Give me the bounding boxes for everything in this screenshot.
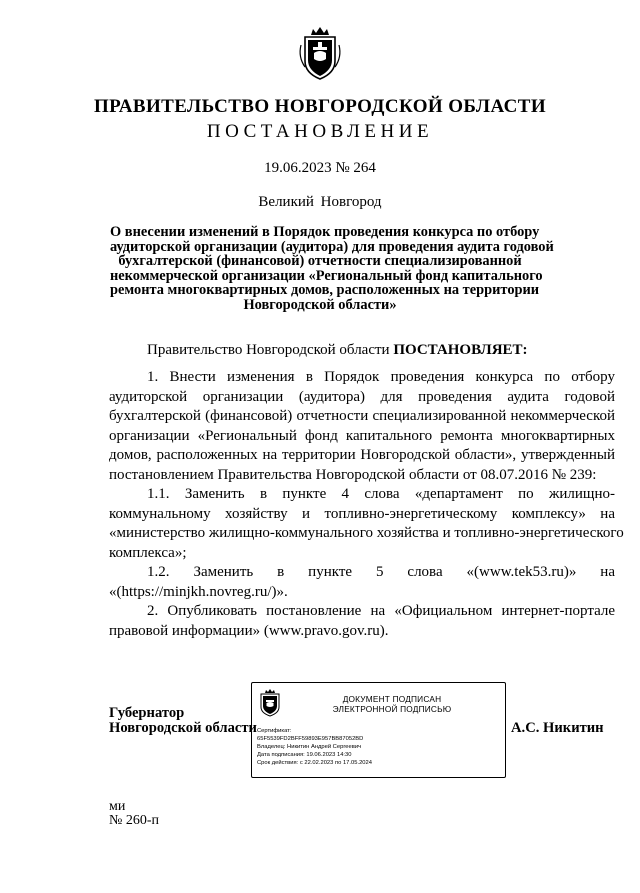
intro-text: Правительство Новгородской области [147,342,394,358]
signatory-position-line: Губернатор [109,705,185,721]
body-line: 2. Опубликовать постановление на «Официальном интернет-портале [147,603,615,619]
subject-line: О внесении изменений в Порядок проведения конкурса по отбору [110,224,540,240]
stamp-validity: Срок действия: с 22.02.2023 по 17.05.2024 [257,760,372,767]
body-line: «(https://minjkh.novreg.ru/)». [109,583,288,600]
resolution-body [109,368,624,641]
footer-reference: № 260-п [109,813,160,828]
subject-line: ремонта многоквартирных домов, расположенных на территории [110,282,540,299]
body-line: организации «Региональный фонд капитального ремонта многоквартирных [109,427,615,444]
body-line: постановлением Правительства Новгородской области от 08.07.2016 № 239: [109,466,597,483]
body-line: коммунальному хозяйству и топливно-энергетическому комплексу» на [109,505,615,522]
body-line: «министерство жилищно-коммунального хозяйства и топливно-энергетического [109,525,624,541]
signatory-name: А.С. Никитин [511,720,604,736]
body-line: 1. Внести изменения в Порядок проведения конкурса по отбору [147,369,615,385]
body-line: бухгалтерской (финансовой) отчетности специализированной некоммерческой [109,408,615,424]
subject-line: Новгородской области» [243,296,397,313]
signatory-position-line: Новгородской области [109,720,257,736]
document-type: ПОСТАНОВЛЕНИЕ [206,121,434,142]
resolution-intro [109,341,615,361]
signatory-position [109,706,257,736]
stamp-owner: Владелец: Никитин Андрей Сергеевич [257,744,362,751]
body-line: домов, расположенных на территории Новгородской области», утвержденный [109,447,615,463]
stamp-title-line: ЭЛЕКТРОННОЙ ПОДПИСЬЮ [332,704,452,714]
executor-initials: ми [109,799,126,814]
body-line: аудиторской организации (аудитора) для проведения аудита годовой [109,388,615,405]
stamp-title-line: ДОКУМЕНТ ПОДПИСАН [342,694,442,704]
document-date-number: 19.06.2023 № 264 [264,160,376,176]
document-subject [110,224,554,313]
stamp-details [257,727,372,767]
intro-keyword: ПОСТАНОВЛЯЕТ: [393,342,528,358]
body-line: правовой информации» (www.pravo.gov.ru). [109,622,389,639]
electronic-signature-stamp [251,682,506,778]
document-city: Великий Новгород [258,194,382,210]
subject-line: некоммерческой организации «Региональный фонд капитального [110,267,543,284]
coat-of-arms-icon [258,689,282,717]
body-line: комплекса»; [109,544,187,561]
stamp-title [292,694,492,714]
subject-line: бухгалтерской (финансовой) отчетности специализированной [118,253,522,270]
government-title: ПРАВИТЕЛЬСТВО НОВГОРОДСКОЙ ОБЛАСТИ [94,96,546,117]
document-footer [109,800,159,828]
stamp-signed-date: Дата подписания: 19.06.2023 14:30 [257,752,352,759]
subject-line: аудиторской организации (аудитора) для проведения аудита годовой [110,238,554,255]
body-line: 1.1. Заменить в пункте 4 слова «департамент по жилищно- [147,486,615,502]
stamp-cert-number: 65F5539FD2BFF59893E957BB87052BD [257,736,364,743]
body-line: 1.2. Заменить в пункте 5 слова «(www.tek53.ru)» на [147,564,615,580]
coat-of-arms-icon [297,27,343,81]
stamp-cert-label: Сертификат: [257,728,292,734]
